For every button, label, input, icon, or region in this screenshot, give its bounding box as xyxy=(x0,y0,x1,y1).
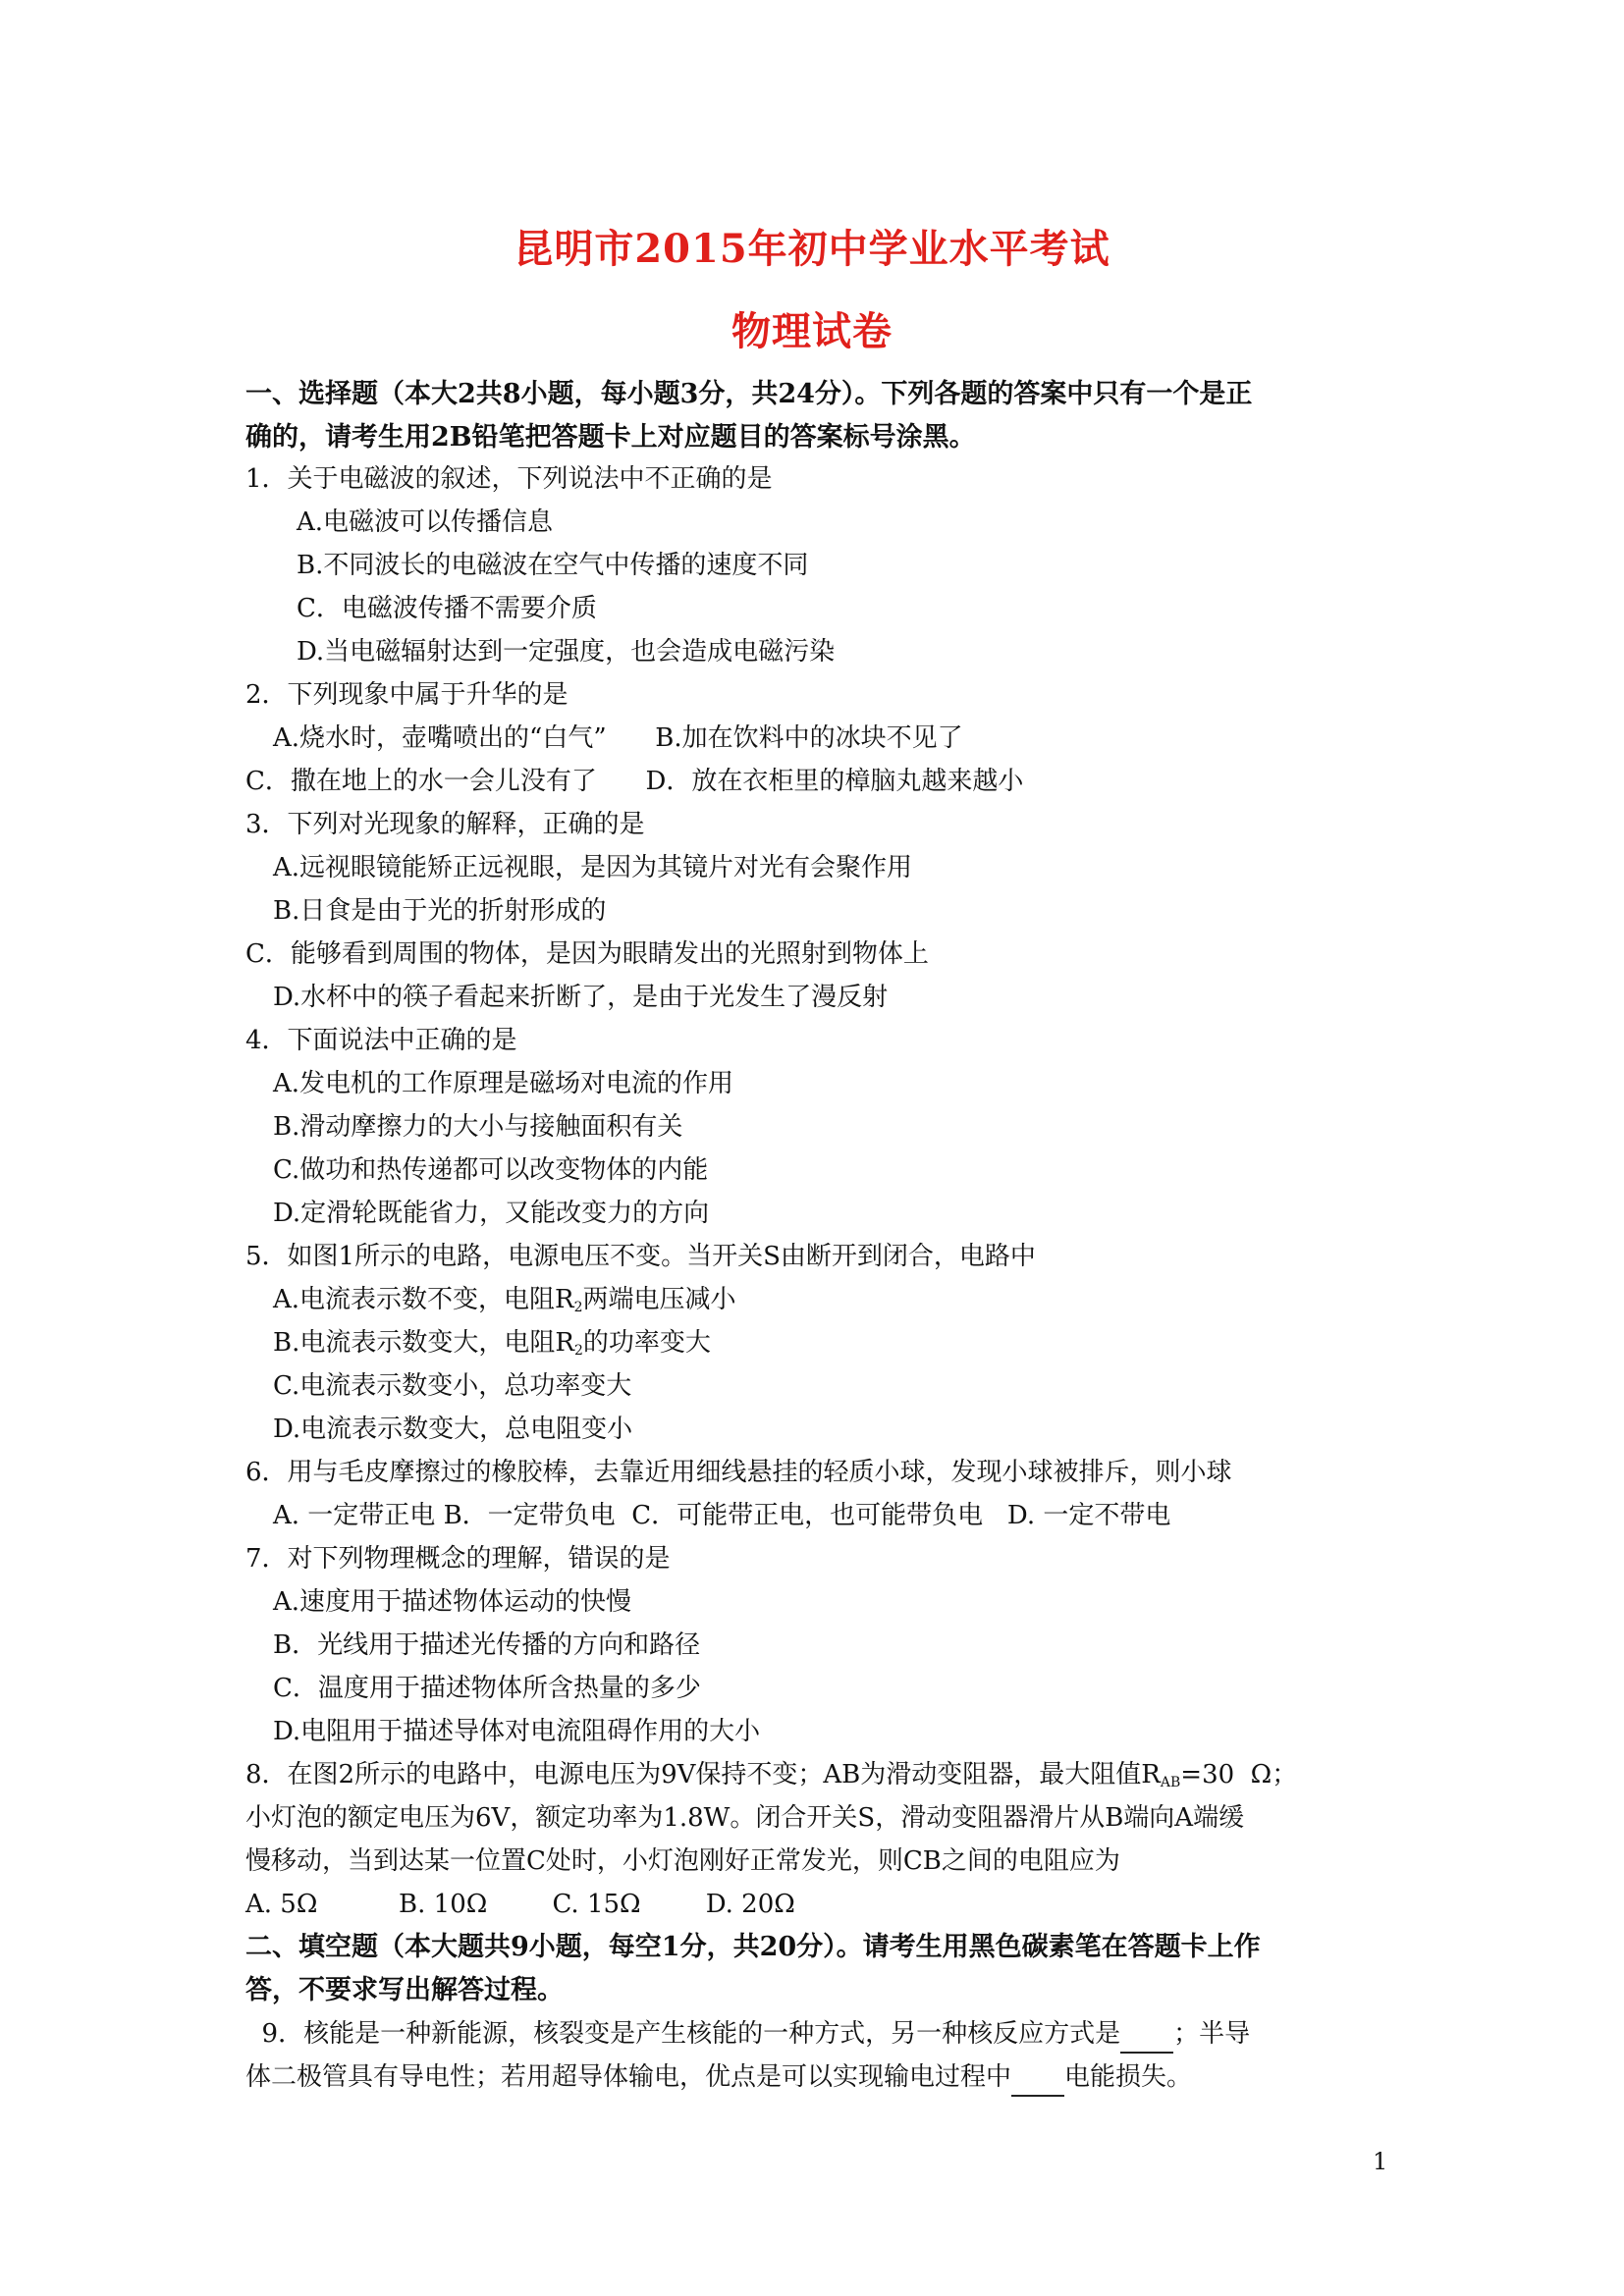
q1-stem: 1．关于电磁波的叙述，下列说法中不正确的是 xyxy=(245,464,773,494)
q8-line3: 慢移动，当到达某一位置C处时，小灯泡刚好正常发光，则CB之间的电阻应为 xyxy=(245,1846,1120,1876)
q5-option-c: C.电流表示数变小，总功率变大 xyxy=(273,1371,632,1401)
q5-option-a: A.电流表示数不变，电阻$R_2$两端电压减小 xyxy=(273,1285,736,1315)
q5-stem: 5．如图1所示的电路，电源电压不变。当开关S由断开到闭合，电路中 xyxy=(245,1242,1036,1271)
q3-option-a: A.远视眼镜能矫正远视眼，是因为其镜片对光有会聚作用 xyxy=(273,853,913,882)
q6-stem: 6．用与毛皮摩擦过的橡胶棒，去靠近用细线悬挂的轻质小球，发现小球被排斥，则小球 xyxy=(245,1458,1232,1487)
q7-option-b: B．光线用于描述光传播的方向和路径 xyxy=(273,1630,701,1660)
exam-title: 昆明市2015年初中学业水平考试 xyxy=(514,226,1110,272)
section1-heading-line2: 确的，请考生用2B铅笔把答题卡上对应题目的答案标号涂黑。 xyxy=(245,422,976,453)
q3-option-d: D.水杯中的筷子看起来折断了，是由于光发生了漫反射 xyxy=(273,983,889,1012)
q4-option-a: A.发电机的工作原理是磁场对电流的作用 xyxy=(273,1069,734,1098)
q4-option-b: B.滑动摩擦力的大小与接触面积有关 xyxy=(273,1112,683,1142)
q8-options: A. 5Ω B. 10Ω C. 15Ω D. 20Ω xyxy=(245,1890,795,1919)
page-number: 1 xyxy=(1373,2148,1388,2175)
q8-line1: 8．在图2所示的电路中，电源电压为9V保持不变；AB为滑动变阻器，最大阻值$R_{AB}=30$ Ω； xyxy=(245,1760,1298,1790)
exam-subtitle: 物理试卷 xyxy=(731,308,893,354)
q1-option-c: C．电磁波传播不需要介质 xyxy=(297,594,597,623)
q1-option-d: D.当电磁辐射达到一定强度，也会造成电磁污染 xyxy=(297,637,836,667)
q4-stem: 4．下面说法中正确的是 xyxy=(245,1026,517,1055)
q9-line2: 体二极管具有导电性；若用超导体输电，优点是可以实现输电过程中 电能损失。 xyxy=(245,2057,1192,2097)
q1-option-a: A.电磁波可以传播信息 xyxy=(297,507,554,537)
q9-blank-2[interactable] xyxy=(1011,2069,1064,2097)
q8-line2: 小灯泡的额定电压为6V，额定功率为1.8W。闭合开关S，滑动变阻器滑片从B端向A端缓 xyxy=(245,1803,1245,1833)
q3-stem: 3．下列对光现象的解释，正确的是 xyxy=(245,810,645,839)
q5-option-b: B.电流表示数变大，电阻$R_2$的功率变大 xyxy=(273,1328,711,1359)
q2-options-cd: C．撒在地上的水一会儿没有了 D．放在衣柜里的樟脑丸越来越小 xyxy=(245,767,1024,796)
q9-blank-1[interactable] xyxy=(1120,2026,1173,2054)
q3-option-c: C．能够看到周围的物体，是因为眼睛发出的光照射到物体上 xyxy=(245,939,929,969)
q9-line1: 9．核能是一种新能源，核裂变是产生核能的一种方式，另一种核反应方式是 ；半导 xyxy=(245,2014,1250,2054)
section1-heading-line1: 一、选择题（本大2共8小题，每小题3分，共24分）。下列各题的答案中只有一个是正 xyxy=(245,379,1253,409)
q7-stem: 7．对下列物理概念的理解，错误的是 xyxy=(245,1544,671,1574)
q4-option-c: C.做功和热传递都可以改变物体的内能 xyxy=(273,1155,709,1185)
q5-option-d: D.电流表示数变大，总电阻变小 xyxy=(273,1415,633,1444)
section2-heading-line1: 二、填空题（本大题共9小题，每空1分，共20分）。请考生用黑色碳素笔在答题卡上作 xyxy=(245,1932,1261,1962)
q7-option-c: C．温度用于描述物体所含热量的多少 xyxy=(273,1674,701,1703)
q1-option-b: B.不同波长的电磁波在空气中传播的速度不同 xyxy=(297,551,809,580)
q2-stem: 2．下列现象中属于升华的是 xyxy=(245,680,568,710)
q4-option-d: D.定滑轮既能省力，又能改变力的方向 xyxy=(273,1199,710,1228)
q2-options-ab: A.烧水时，壶嘴喷出的“白气” B.加在饮料中的冰块不见了 xyxy=(273,723,963,753)
q7-option-d: D.电阻用于描述导体对电流阻碍作用的大小 xyxy=(273,1717,761,1746)
q3-option-b: B.日食是由于光的折射形成的 xyxy=(273,896,607,926)
q6-options: A. 一定带正电 B．一定带负电 C．可能带正电，也可能带负电 D. 一定不带电 xyxy=(273,1501,1171,1530)
section2-heading-line2: 答，不要求写出解答过程。 xyxy=(245,1975,564,2005)
q7-option-a: A.速度用于描述物体运动的快慢 xyxy=(273,1587,632,1617)
